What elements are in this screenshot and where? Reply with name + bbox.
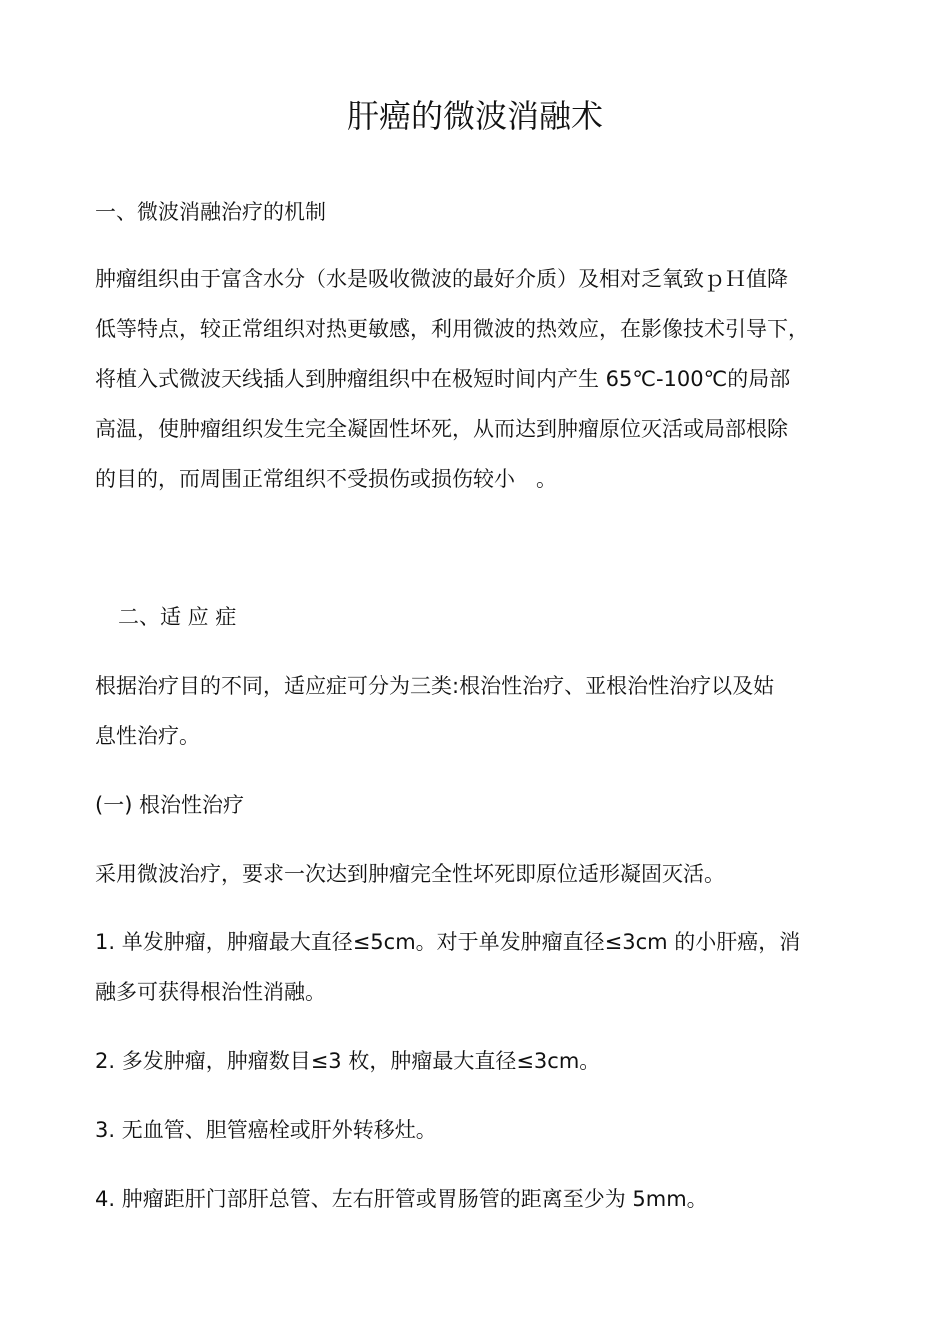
paragraph-line: 根据治疗目的不同，适应症可分为三类:根治性治疗、亚根治性治疗以及姑 [95,674,775,698]
paragraph-line: 肿瘤组织由于富含水分（水是吸收微波的最好介质）及相对乏氧致ｐＨ值降 [95,267,788,291]
list-item-3: 3. 无血管、胆管癌栓或肝外转移灶。 [95,1118,437,1142]
section-2-heading: 二、适 应 症 [118,605,237,629]
paragraph-line: 低等特点，较正常组织对热更敏感，利用微波的热效应，在影像技术引导下， [95,317,809,341]
paragraph-line: 将植入式微波天线插人到肿瘤组织中在极短时间内产生 65℃-100℃的局部 [95,367,791,391]
paragraph-line: 高温，使肿瘤组织发生完全凝固性坏死，从而达到肿瘤原位灭活或局部根除 [95,417,788,441]
document-title: 肝癌的微波消融术 [346,97,603,135]
paragraph-line: 1. 单发肿瘤，肿瘤最大直径≤5cm。对于单发肿瘤直径≤3cm 的小肝癌，消 [95,930,801,954]
section-1-paragraph [95,254,885,504]
paragraph-line: 的目的，而周围正常组织不受损伤或损伤较小 。 [95,467,557,491]
paragraph-line: 息性治疗。 [95,724,200,748]
list-item-1 [95,917,885,1017]
section-2-intro [95,661,885,761]
paragraph-line: 融多可获得根治性消融。 [95,980,326,1004]
subsection-heading: (一) 根治性治疗 [95,793,245,817]
section-1-heading: 一、微波消融治疗的机制 [95,200,326,224]
list-item-4: 4. 肿瘤距肝门部肝总管、左右肝管或胃肠管的距离至少为 5mm。 [95,1187,708,1211]
list-item-2: 2. 多发肿瘤，肿瘤数目≤3 枚，肿瘤最大直径≤3cm。 [95,1049,601,1073]
subsection-intro: 采用微波治疗，要求一次达到肿瘤完全性坏死即原位适形凝固灭活。 [95,862,725,886]
